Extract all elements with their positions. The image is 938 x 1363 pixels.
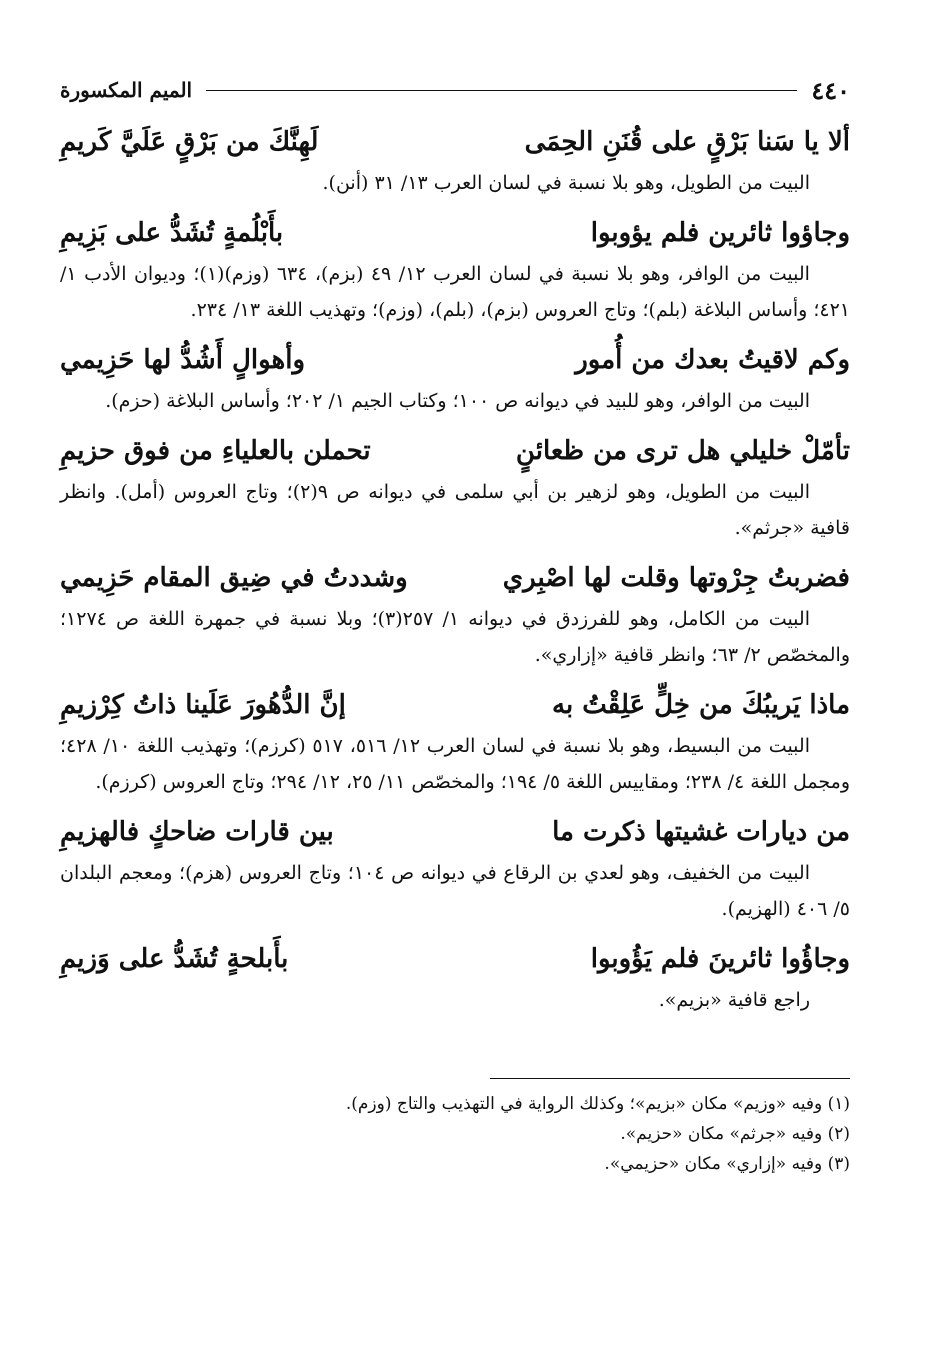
hemistich-second: بأَبْلُمةٍ تُشَدُّ على بَزِيمِ (60, 218, 284, 248)
verse-entry (60, 338, 850, 419)
footnote: (٢) وفيه «جرثم» مكان «حزيم». (620, 1124, 850, 1144)
verse-line (60, 937, 850, 982)
hemistich-second: بأَبلحةٍ تُشَدُّ على وَزيمِ (60, 944, 289, 974)
verse-entry (60, 429, 850, 546)
hemistich-first: ألا يا سَنا بَرْقٍ على قُنَنِ الحِمَى (524, 127, 850, 157)
hemistich-second: بين قارات ضاحكٍ فالهزيمِ (60, 817, 334, 847)
verse-line (60, 120, 850, 165)
verse-note: البيت من الخفيف، وهو لعدي بن الرقاع في ديوانه ص ١٠٤؛ وتاج العروس (هزم)؛ ومعجم البلدان ٥/ ٤٠٦ (الهزيم). (60, 862, 850, 920)
verse-line (60, 211, 850, 256)
hemistich-first: من ديارات غشيتها ذكرت ما (552, 817, 850, 847)
header-rule (206, 90, 797, 91)
footnote: (٣) وفيه «إزاري» مكان «حزيمي». (604, 1154, 850, 1174)
verse-entry (60, 211, 850, 328)
verse-entry (60, 810, 850, 927)
hemistich-second: تحملن بالعلياءِ من فوق حزيمِ (60, 436, 371, 466)
page (60, 70, 850, 1179)
page-header (60, 70, 850, 110)
hemistich-second: وأهوالٍ أَشُدُّ لها حَزِيمي (60, 345, 306, 375)
verse-entries (60, 120, 850, 1018)
hemistich-second: إنَّ الدُّهُورَ عَلَينا ذاتُ كِرْزيمِ (60, 690, 346, 720)
footnote-separator (490, 1078, 850, 1079)
hemistich-second: لَهِنَّكَ من بَرْقٍ عَلَيَّ كَريمِ (60, 127, 319, 157)
verse-note: البيت من الطويل، وهو لزهير بن أبي سلمى في ديوانه ص ٩(٢)؛ وتاج العروس (أمل). وانظر قافية «جرثم». (60, 481, 850, 539)
hemistich-second: وشددتُ في ضِيق المقام حَزِيمي (60, 563, 408, 593)
footnotes (60, 1089, 850, 1179)
hemistich-first: فضربتُ جِرْوتها وقلت لها اصْبِري (502, 563, 850, 593)
verse-line (60, 338, 850, 383)
hemistich-first: ماذا يَريبُكَ من خِلٍّ عَلِقْتُ به (552, 690, 850, 720)
verse-line (60, 429, 850, 474)
page-number: ٤٤٠ (811, 75, 850, 105)
verse-note: البيت من الكامل، وهو للفرزدق في ديوانه ١/ ٢٥٧(٣)؛ وبلا نسبة في جمهرة اللغة ص ١٢٧٤؛ والمخصّص ٢/ ٦٣؛ وانظر قافية «إزاري». (60, 608, 850, 666)
verse-entry (60, 683, 850, 800)
verse-note: البيت من الوافر، وهو بلا نسبة في لسان العرب ١٢/ ٤٩ (بزم)، ٦٣٤ (وزم)(١)؛ وديوان الأدب ١/ ٤٢١؛ وأساس البلاغة (بلم)؛ وتاج العروس (بزم)، (بلم)، (وزم)؛ وتهذيب اللغة ١٣/ ٢٣٤. (60, 263, 850, 321)
verse-note: راجع قافية «بزيم». (658, 989, 810, 1011)
verse-entry (60, 120, 850, 201)
footnote: (١) وفيه «وزيم» مكان «بزيم»؛ وكذلك الرواية في التهذيب والتاج (وزم). (345, 1094, 850, 1114)
verse-entry (60, 556, 850, 673)
hemistich-first: وجاؤوا ثائرين فلم يؤوبوا (590, 218, 850, 248)
verse-line (60, 683, 850, 728)
verse-note: البيت من الوافر، وهو للبيد في ديوانه ص ١٠٠؛ وكتاب الجيم ١/ ٢٠٢؛ وأساس البلاغة (حزم). (105, 390, 810, 412)
verse-note: البيت من البسيط، وهو بلا نسبة في لسان العرب ١٢/ ٥١٦، ٥١٧ (كرزم)؛ وتهذيب اللغة ١٠/ ٤٢٨؛ ومجمل اللغة ٤/ ٢٣٨؛ ومقاييس اللغة ٥/ ١٩٤؛ والمخصّص ١١/ ٢٥، ١٢/ ٢٩٤؛ وتاج العروس (كرزم). (60, 735, 850, 793)
verse-entry (60, 937, 850, 1018)
verse-line (60, 810, 850, 855)
hemistich-first: تأمّلْ خليلي هل ترى من ظعائنٍ (515, 436, 850, 466)
verse-line (60, 556, 850, 601)
hemistich-first: وجاؤُوا ثائرينَ فلم يَؤُوبوا (590, 944, 850, 974)
section-title: الميم المكسورة (60, 78, 193, 102)
hemistich-first: وكم لاقيتُ بعدك من أُمور (575, 345, 850, 375)
verse-note: البيت من الطويل، وهو بلا نسبة في لسان العرب ١٣/ ٣١ (أنن). (322, 172, 810, 194)
